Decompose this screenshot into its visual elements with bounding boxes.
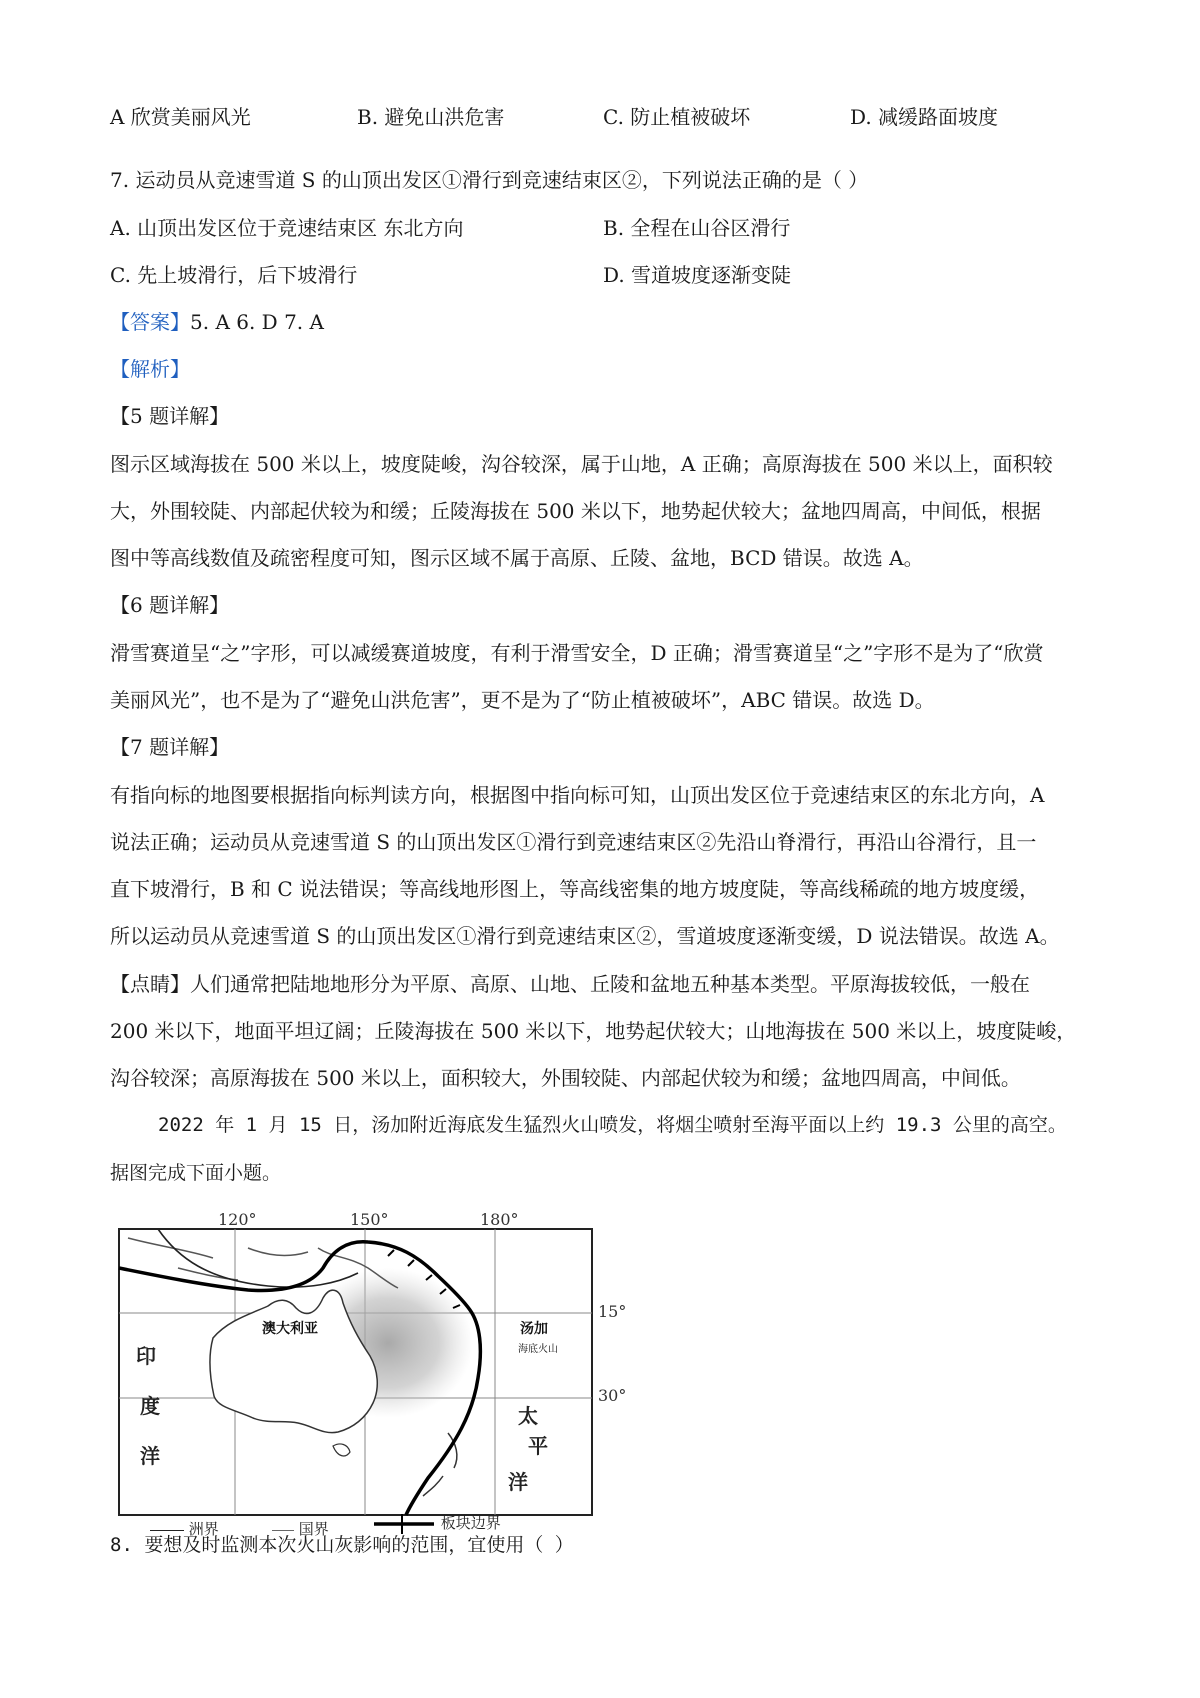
q7-detail-heading: 【7 题详解】 [110, 735, 230, 759]
q6-option-d: D. 减缓路面坡度 [850, 105, 999, 129]
q7-detail-line: 说法正确；运动员从竞速雪道 S 的山顶出发区①滑行到竞速结束区②先沿山脊滑行，再沿山谷滑行，且一 [110, 830, 1037, 854]
q8-stem: 8. 要想及时监测本次火山灰影响的范围，宜使用（ ） [110, 1534, 574, 1556]
q7-option-b: B. 全程在山谷区滑行 [603, 216, 791, 240]
australia-label: 澳大利亚 [262, 1321, 318, 1337]
q7-option-d: D. 雪道坡度逐渐变陡 [603, 263, 792, 287]
q5-detail-line: 大，外围较陡、内部起伏较为和缓；丘陵海拔在 500 米以下，地势起伏较大；盆地四周高，中间低，根据 [110, 499, 1041, 523]
indian-ocean-char: 印 [136, 1344, 156, 1368]
q6-option-b: B. 避免山洪危害 [357, 105, 505, 129]
tip-line: 200 米以下，地面平坦辽阔；丘陵海拔在 500 米以下，地势起伏较大；山地海拔在 500 米以上，坡度陡峻， [110, 1019, 1077, 1043]
q7-detail-line: 有指向标的地图要根据指向标判读方向，根据图中指向标可知，山顶出发区位于竞速结束区的东北方向，A [110, 783, 1045, 807]
pacific-char: 洋 [508, 1470, 528, 1494]
q5-detail-heading: 【5 题详解】 [110, 404, 230, 428]
q6-detail-line: 美丽风光”，也不是为了“避免山洪危害”，更不是为了“防止植被破坏”，ABC 错误。故选 D。 [110, 688, 935, 712]
map-lat-label: 15° [598, 1302, 627, 1321]
legend-plate: 板块边界 [372, 1512, 501, 1536]
map-lon-label: 180° [480, 1210, 519, 1229]
tip-line: 沟谷较深；高原海拔在 500 米以上，面积较大，外围较陡、内部起伏较为和缓；盆地四周高，中间低。 [110, 1066, 1021, 1090]
q5-detail-line: 图中等高线数值及疏密程度可知，图示区域不属于高原、丘陵、盆地，BCD 错误。故选 A。 [110, 546, 924, 570]
tonga-label: 汤加 [520, 1321, 548, 1337]
pacific-char: 平 [528, 1434, 548, 1458]
indian-ocean-char: 洋 [140, 1444, 160, 1468]
answer-text: 5. A 6. D 7. A [190, 310, 324, 334]
intro-line: 2022 年 1 月 15 日，汤加附近海底发生猛烈火山喷发，将烟尘喷射至海平面以上约 19.3 公里的高空。 [158, 1114, 1067, 1136]
tonga-volcano-label: 海底火山 [518, 1344, 558, 1355]
tip-tag: 【点睛】 [110, 972, 190, 996]
q6-detail-line: 滑雪赛道呈“之”字形，可以减缓赛道坡度，有利于滑雪安全，D 正确；滑雪赛道呈“之”字形不是为了“欣赏 [110, 641, 1044, 665]
intro-line: 据图完成下面小题。 [110, 1162, 282, 1184]
map-lat-label: 30° [598, 1386, 627, 1405]
q6-detail-heading: 【6 题详解】 [110, 593, 230, 617]
indian-ocean-char: 度 [140, 1394, 160, 1418]
q7-option-c: C. 先上坡滑行，后下坡滑行 [110, 263, 358, 287]
q7-detail-line: 直下坡滑行，B 和 C 说法错误；等高线地形图上，等高线密集的地方坡度陡，等高线稀疏的地方坡度缓， [110, 877, 1040, 901]
tip-line [110, 970, 1030, 998]
legend-continent: 洲界 [150, 1518, 219, 1539]
answer-line [110, 308, 324, 336]
q7-detail-line: 所以运动员从竞速雪道 S 的山顶出发区①滑行到竞速结束区②，雪道坡度逐渐变缓，D 说法错误。故选 A。 [110, 924, 1060, 948]
map-lon-label: 150° [350, 1210, 389, 1229]
map-lon-label: 120° [218, 1210, 257, 1229]
q5-detail-line: 图示区域海拔在 500 米以上，坡度陡峻，沟谷较深，属于山地，A 正确；高原海拔在 500 米以上，面积较 [110, 452, 1053, 476]
q6-option-c: C. 防止植被破坏 [603, 105, 751, 129]
tip-first: 人们通常把陆地地形分为平原、高原、山地、丘陵和盆地五种基本类型。平原海拔较低，一般在 [190, 972, 1030, 996]
analysis-tag: 【解析】 [110, 357, 190, 381]
q7-stem: 7. 运动员从竞速雪道 S 的山顶出发区①滑行到竞速结束区②，下列说法正确的是（ ） [110, 168, 869, 192]
pacific-char: 太 [518, 1404, 538, 1428]
legend-country: 国界 [272, 1518, 329, 1539]
q6-option-a: A 欣赏美丽风光 [110, 105, 251, 129]
answer-tag: 【答案】 [110, 310, 190, 334]
q7-option-a: A. 山顶出发区位于竞速结束区 东北方向 [110, 216, 464, 240]
